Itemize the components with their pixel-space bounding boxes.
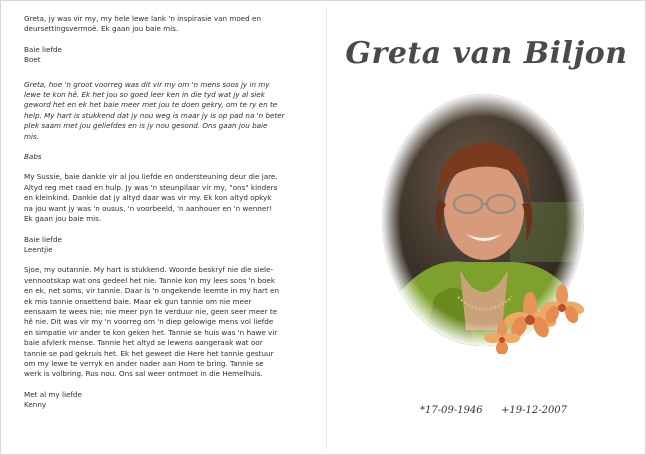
tribute-line: hê nie. Dit was vir my 'n voorreg om 'n diep gelowige mens vol liefde [24, 317, 274, 327]
tribute-line: eensaam te wees nie; nie meer pyn te verduur nie, geen seer meer te [24, 306, 278, 316]
tribute-line: en ek, net soms, vir tannie. Daar is 'n ongekende leemte in my hart en [24, 286, 280, 296]
tribute-author: Babs [24, 152, 42, 162]
tribute-author: Leentjie [24, 244, 53, 254]
birth-date: *17-09-1946 [420, 405, 483, 416]
tribute-line: deursettingsvermoë. Ek gaan jou baie mis. [24, 24, 179, 34]
tribute-line: plek saam met jou geliefdes en is jy nou gesond. Ons gaan jou baie [24, 121, 268, 131]
tribute-line: en simpatie vir ander te kon geken het. Tannie se huis was 'n hawe vir [24, 327, 278, 337]
portrait-photo [380, 92, 586, 354]
tribute-line: werk is volbring. Rus nou. Ons sal weer ontmoet in die Hemelhuis. [24, 369, 263, 379]
tribute-line: baie afvlerk mense. Tannie het altyd se lewens aangeraak wat oor [24, 338, 263, 348]
tribute-line: Greta, hoe 'n groot voorreg was dit vir my om 'n mens soos jy in my [24, 79, 270, 89]
cover-panel [327, 0, 646, 455]
tribute-line: ek mis tannie onsettend baie. Maar ek gun tannie om nie meer [24, 296, 252, 306]
tribute-line: Sjoe, my outannie. My hart is stukkend. Woorde beskryf nie die siele- [24, 265, 274, 275]
tribute-signoff: Baie liefde [24, 44, 62, 54]
tributes-column [24, 14, 306, 411]
tribute-signoff: Baie liefde [24, 234, 62, 244]
tribute-line: mis. [24, 131, 40, 141]
death-date: +19-12-2007 [501, 405, 568, 416]
tribute-line: vennootskap wat ons gedeel het nie. Tannie kon my lees soos 'n boek [24, 275, 275, 285]
tribute-author: Boet [24, 55, 41, 65]
tribute-line: geword het en ek het baie meer met jou te doen gekry, om te ry en te [24, 100, 278, 110]
tribute-line: My Sussie, baie dankie vir al jou liefde en ondersteuning deur die jare. [24, 172, 278, 182]
tribute-line: lewe te kon hê. Ek het jou so goed leer ken in die tyd wat jy al siek [24, 90, 265, 100]
tribute-line: tannie se pad gekruis het. Ek het geweet die Here het tannie gestuur [24, 348, 274, 358]
tribute-line: en kleinkind. Dankie dat jy altyd daar was vir my. Ek kon altyd opkyk [24, 193, 272, 203]
tribute-line: na jou want jy was 'n ousus, 'n voorbeeld, 'n aanhouer en 'n wenner! [24, 203, 273, 213]
deceased-name-title: Greta van Biljon [345, 36, 628, 71]
tribute-line: Greta, jy was vir my, my hele lewe lank 'n inspirasie van moed en [24, 14, 261, 23]
tribute-author: Kenny [24, 400, 47, 410]
tribute-line: Ek gaan jou baie mis. [24, 214, 102, 224]
tribute-line: help. My hart is stukkend dat jy nou weg is maar jy is op pad na 'n beter [24, 110, 285, 120]
tribute-line: om my lewe te verryk en ander nader aan Hom te bring. Tannie se [24, 358, 264, 368]
tribute-signoff: Met al my liefde [24, 389, 82, 399]
tribute-line: Altyd reg met raad en hulp. Jy was 'n steunpilaar vir my, "ons" kinders [24, 182, 278, 192]
